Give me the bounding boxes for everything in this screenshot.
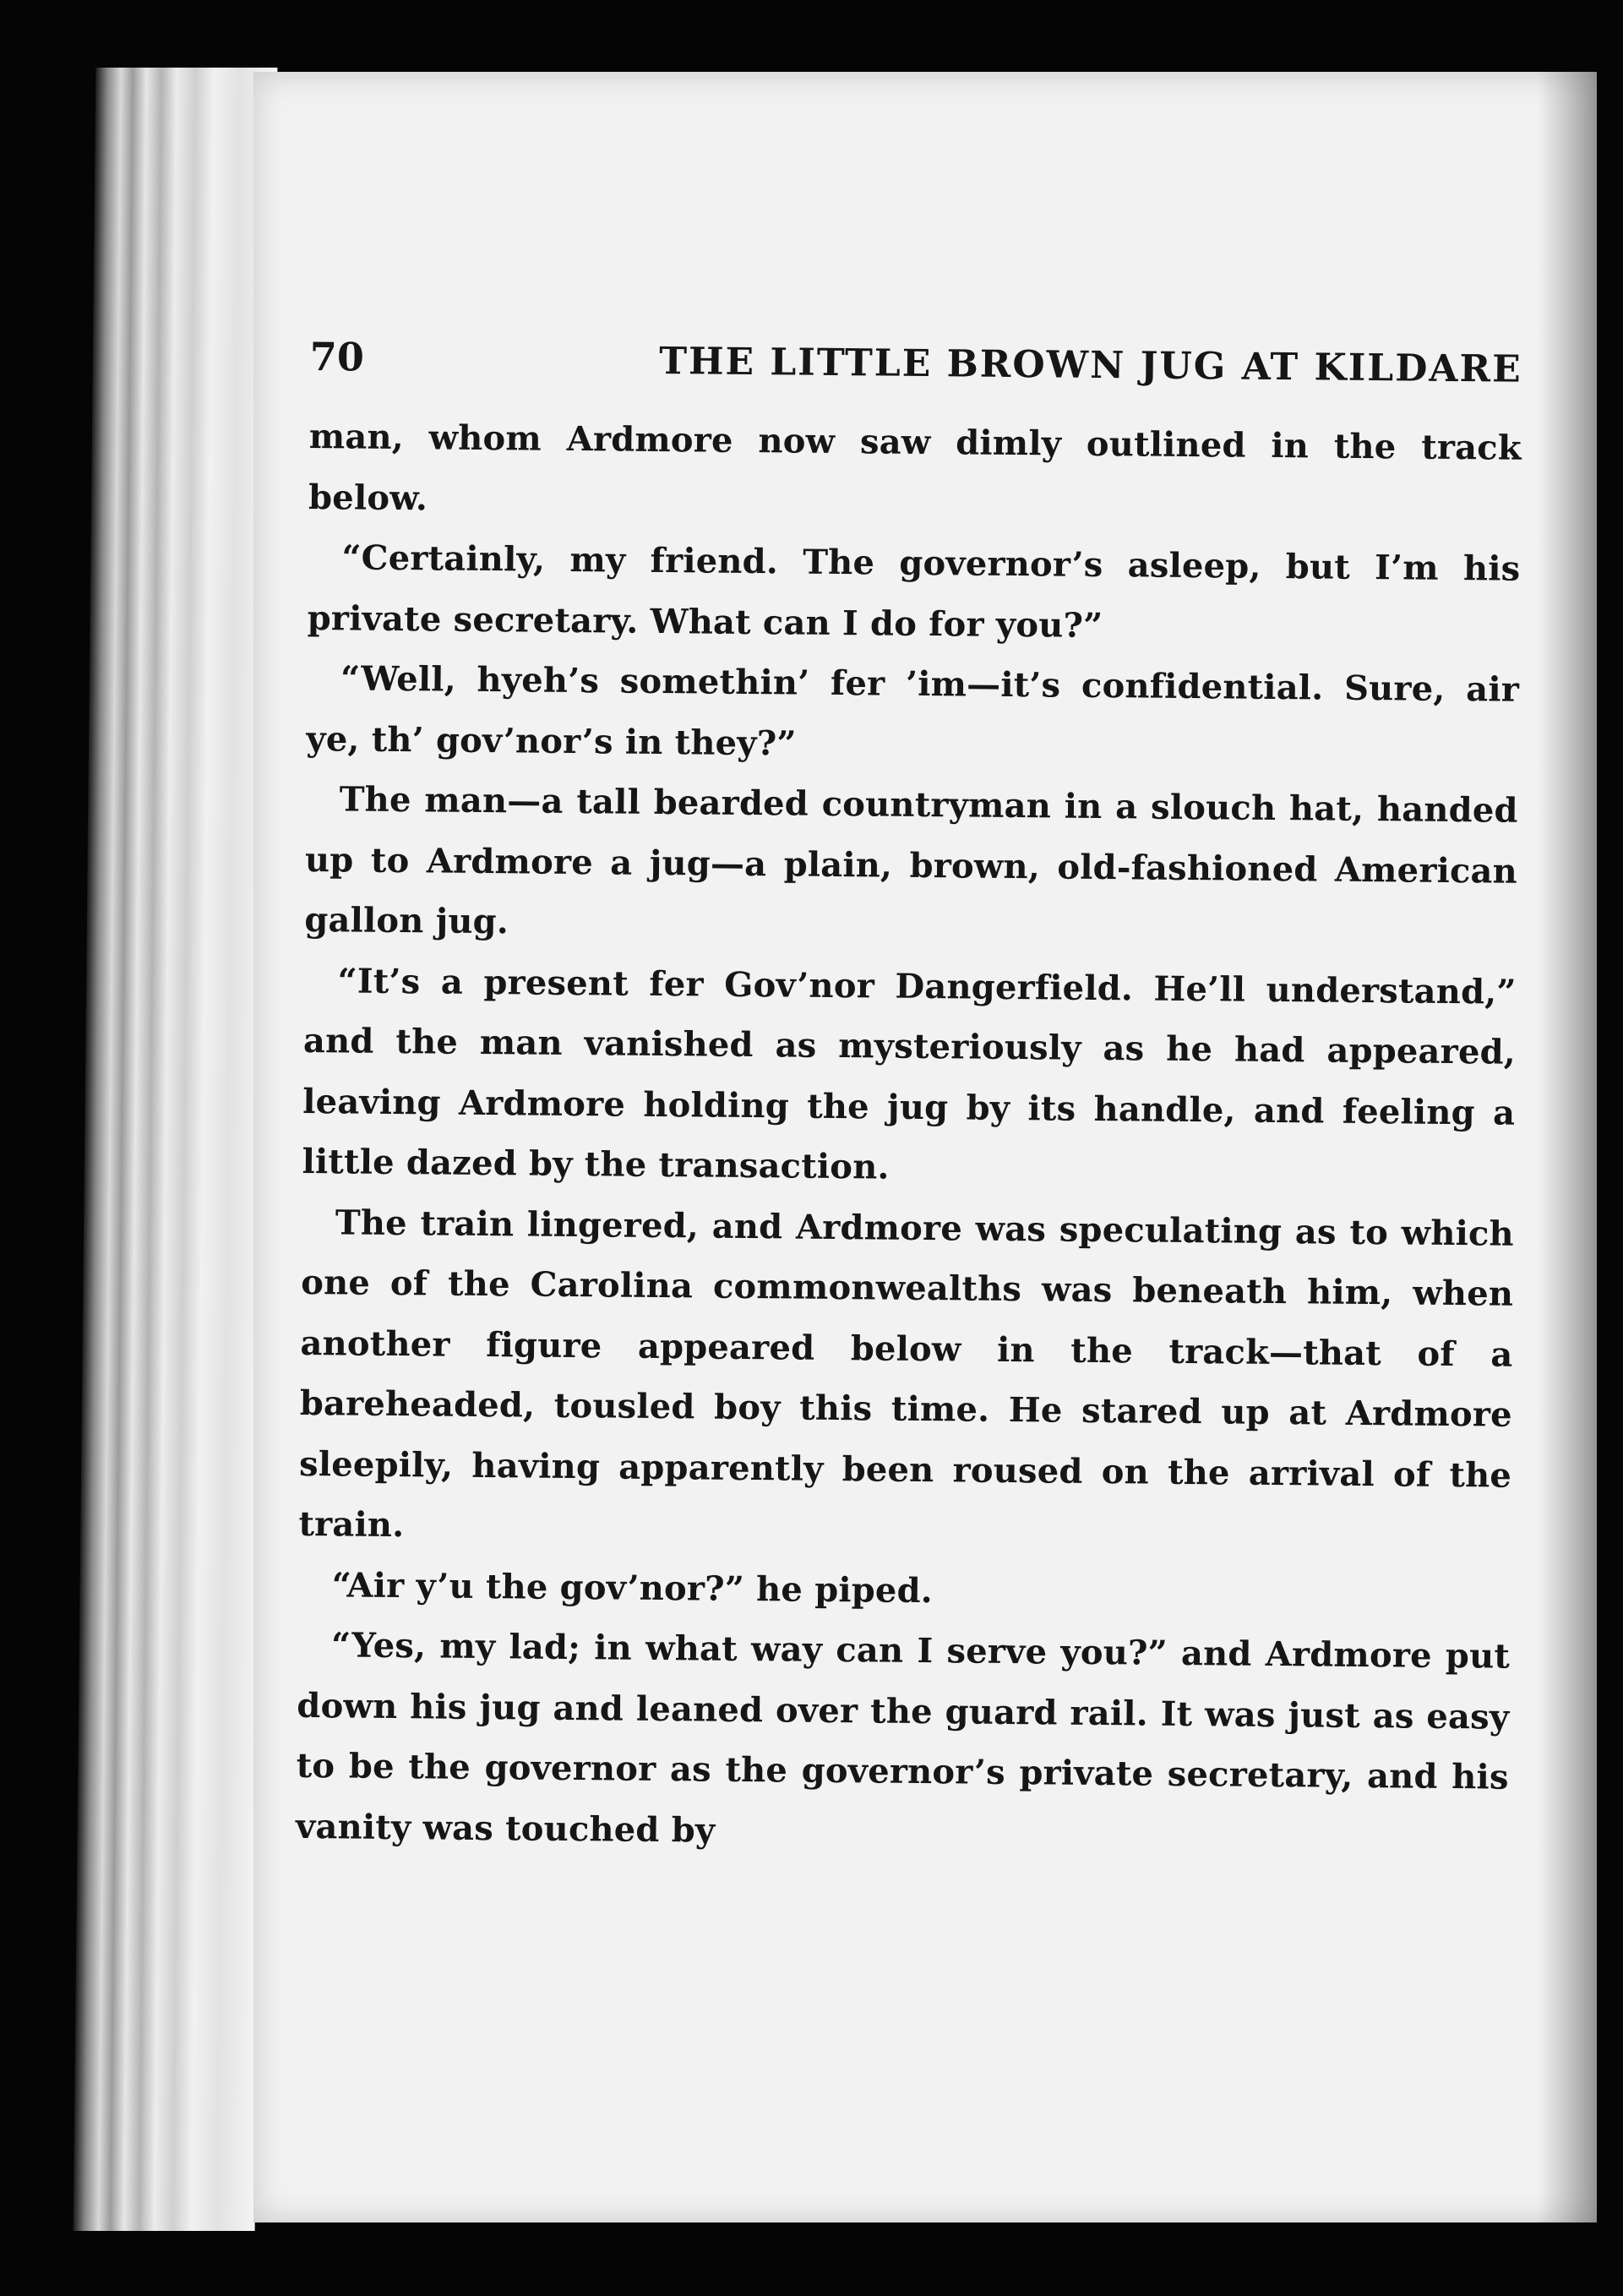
paragraph-2: “Certainly, my friend. The governor’s asleep, but I’m his private secretary. What can I do for you?”: [307, 537, 1521, 646]
text-block: [296, 334, 1522, 1868]
book-gutter: [74, 68, 278, 2231]
paragraph-8: “Yes, my lad; in what way can I serve you?” and Ardmore put down his jug and leaned over the guard rail. It was just as easy to be the governor as the governor’s private secretary, and his vanity was touched by: [295, 1625, 1511, 1851]
running-head: [309, 334, 1522, 406]
paragraph-5: “It’s a present fer Gov’nor Dangerfield. He’ll understand,” and the man vanished as mysteriously as he had appeared, leaving Ardmore holding the jug by its handle, and feeling a little dazed by the transaction.: [302, 960, 1517, 1187]
paragraph-7: “Air y’u the gov’nor?” he piped.: [331, 1564, 934, 1611]
paragraph-3: “Well, hyeh’s somethin’ fer ’im—it’s confidential. Sure, air ye, th’ gov’nor’s in they?”: [306, 658, 1520, 764]
paragraph-1: man, whom Ardmore now saw dimly outlined in the track below.: [308, 416, 1522, 518]
paragraph-6: The train lingered, and Ardmore was speculating as to which one of the Carolina commonwealths was beneath him, when another figure appeared below in the track—that of a bareheaded, tousled boy this time. He stared up at Ardmore sleepily, having apparently been roused on the arrival of the train.: [298, 1202, 1515, 1546]
paragraph-4: The man—a tall bearded countryman in a slouch hat, handed up to Ardmore a jug—a plain, brown, old-fashioned American gallon jug.: [304, 779, 1518, 942]
page-edge-shadow: [1538, 72, 1597, 2222]
page-number: 70: [309, 334, 365, 380]
running-title: THE LITTLE BROWN JUG AT KILDARE: [658, 339, 1522, 391]
